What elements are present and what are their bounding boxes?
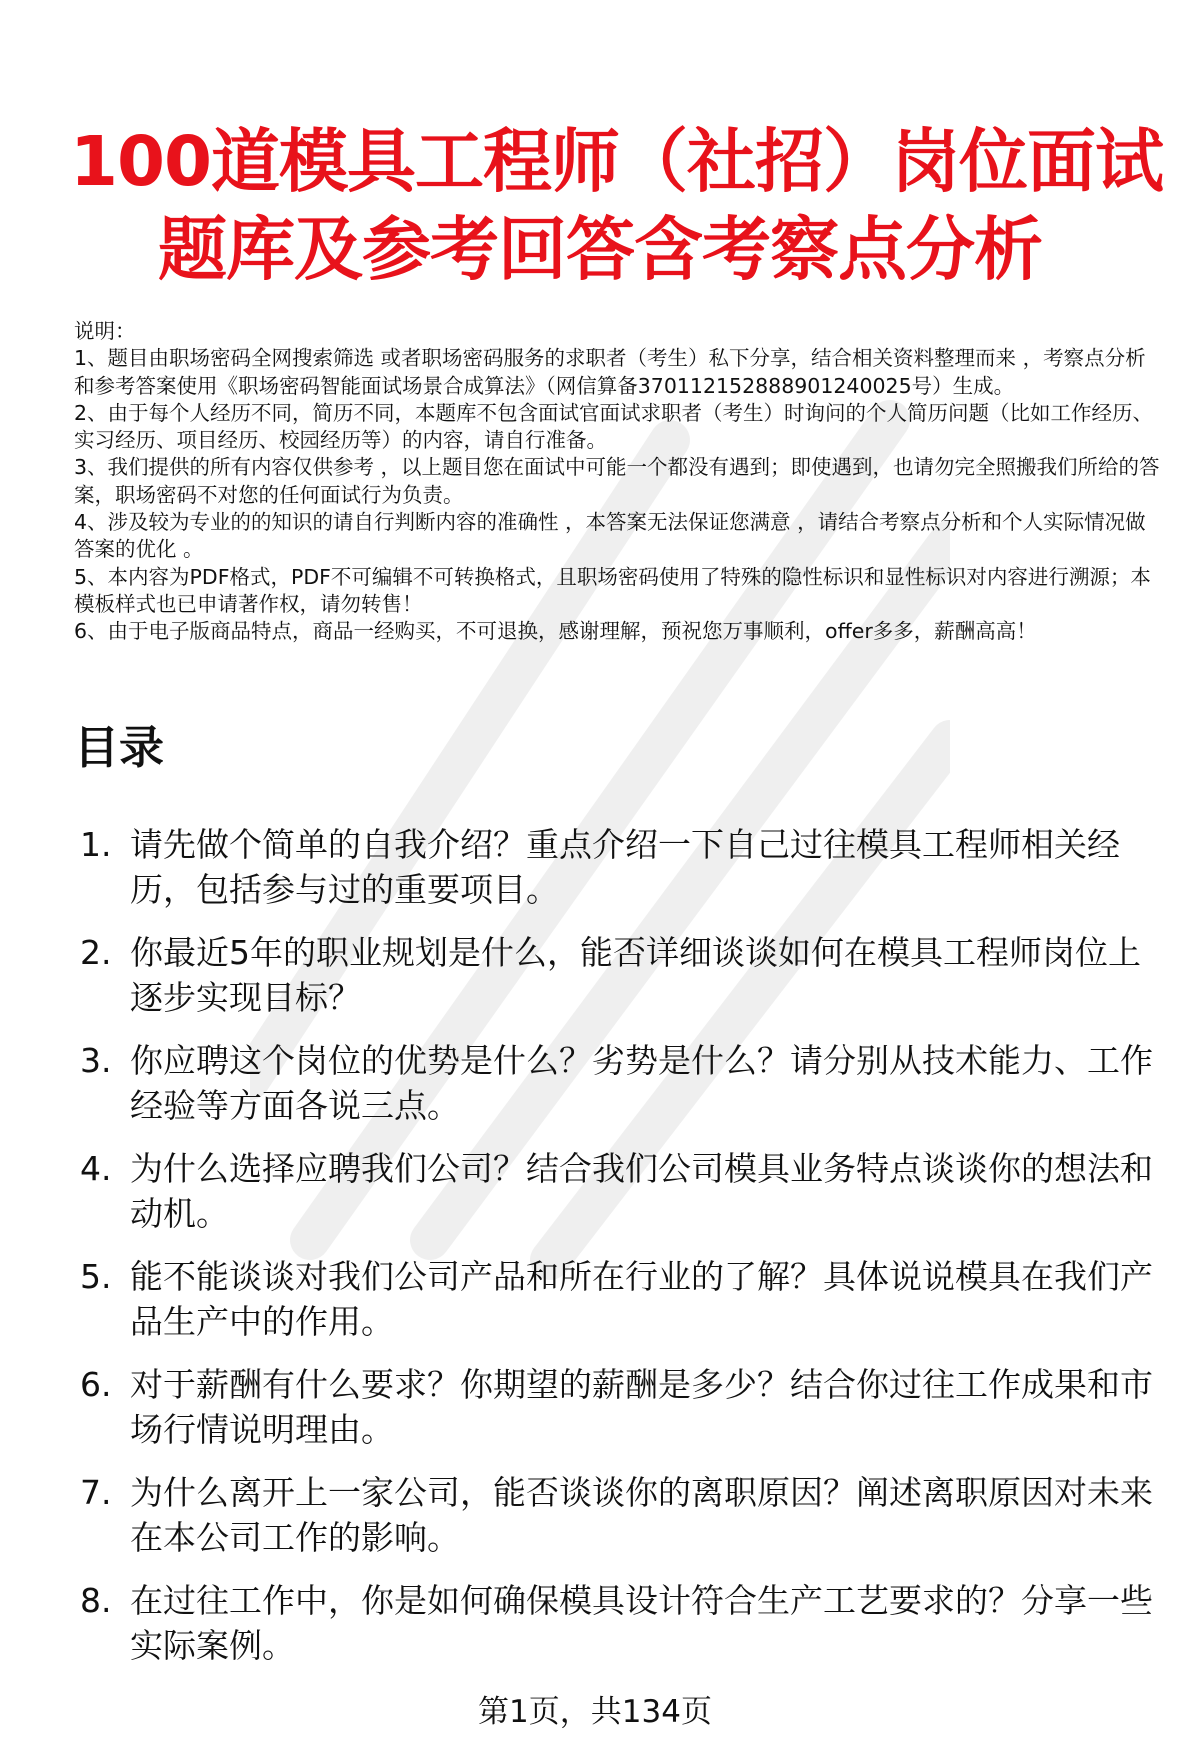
toc-item-number: 5. xyxy=(80,1257,112,1296)
toc-item[interactable] xyxy=(74,1038,1164,1128)
note-item: 4、涉及较为专业的的知识的请自行判断内容的准确性 ，本答案无法保证您满意 ，请结合考察点分析和个人实际情况做答案的优化 。 xyxy=(74,510,1146,562)
note-item: 5、本内容为PDF格式，PDF不可编辑不可转换格式，且职场密码使用了特殊的隐性标识和显性标识对内容进行溯源；本模板样式也已申请著作权，请勿转售！ xyxy=(74,564,1151,616)
toc-item[interactable] xyxy=(74,1578,1164,1668)
notes-section xyxy=(74,318,1164,646)
toc-item-text: 为什么离开上一家公司，能否谈谈你的离职原因？阐述离职原因对未来在本公司工作的影响。 xyxy=(130,1473,1153,1557)
toc-item-text: 能不能谈谈对我们公司产品和所在行业的了解？具体说说模具在我们产品生产中的作用。 xyxy=(130,1257,1153,1341)
toc-item-number: 8. xyxy=(80,1581,112,1620)
toc-item-text: 在过往工作中，你是如何确保模具设计符合生产工艺要求的？分享一些实际案例。 xyxy=(130,1581,1153,1665)
title-line-1: 100道模具工程师（社招）岗位面试 xyxy=(70,122,1164,202)
title-line-2: 题库及参考回答含考察点分析 xyxy=(158,210,1042,290)
toc-item-number: 2. xyxy=(80,933,112,972)
note-item: 2、由于每个人经历不同，简历不同，本题库不包含面试官面试求职者（考生）时询问的个人简历问题（比如工作经历、实习经历、项目经历、校园经历等）的内容，请自行准备。 xyxy=(74,400,1154,453)
page-number: 第1页，共134页 xyxy=(478,1694,712,1730)
toc-item-text: 你应聘这个岗位的优势是什么？劣势是什么？请分别从技术能力、工作经验等方面各说三点。 xyxy=(130,1041,1153,1125)
toc-item-text: 为什么选择应聘我们公司？结合我们公司模具业务特点谈谈你的想法和动机。 xyxy=(130,1149,1153,1233)
note-item: 6、由于电子版商品特点，商品一经购买，不可退换，感谢理解，预祝您万事顺利，offer多多，薪酬高高！ xyxy=(74,619,1037,644)
toc-item-number: 1. xyxy=(80,825,112,864)
toc-heading: 目录 xyxy=(74,721,165,774)
toc-item-number: 6. xyxy=(80,1365,112,1404)
document-title xyxy=(70,118,1164,294)
toc-item-number: 3. xyxy=(80,1041,112,1080)
toc-item-text: 对于薪酬有什么要求？你期望的薪酬是多少？结合你过往工作成果和市场行情说明理由。 xyxy=(130,1365,1153,1449)
notes-heading: 说明： xyxy=(74,319,136,343)
toc-item-number: 7. xyxy=(80,1473,112,1512)
toc-list xyxy=(74,822,1164,1686)
toc-item[interactable] xyxy=(74,1362,1164,1452)
toc-item[interactable] xyxy=(74,1254,1164,1344)
toc-item-number: 4. xyxy=(80,1149,112,1188)
toc-item[interactable] xyxy=(74,930,1164,1020)
toc-item[interactable] xyxy=(74,1470,1164,1560)
toc-item-text: 请先做个简单的自我介绍？重点介绍一下自己过往模具工程师相关经历，包括参与过的重要项目。 xyxy=(130,825,1120,909)
toc-item-text: 你最近5年的职业规划是什么，能否详细谈谈如何在模具工程师岗位上逐步实现目标？ xyxy=(130,933,1141,1017)
toc-item[interactable] xyxy=(74,1146,1164,1236)
note-item: 3、我们提供的所有内容仅供参考 ，以上题目您在面试中可能一个都没有遇到；即使遇到，也请勿完全照搬我们所给的答案，职场密码不对您的任何面试行为负责。 xyxy=(74,455,1160,507)
note-item: 1、题目由职场密码全网搜索筛选 或者职场密码服务的求职者（考生）私下分享，结合相关资料整理而来 ，考察点分析和参考答案使用《职场密码智能面试场景合成算法》（网信算备370112152888901240025号）生成。 xyxy=(74,346,1146,398)
toc-item[interactable] xyxy=(74,822,1164,912)
